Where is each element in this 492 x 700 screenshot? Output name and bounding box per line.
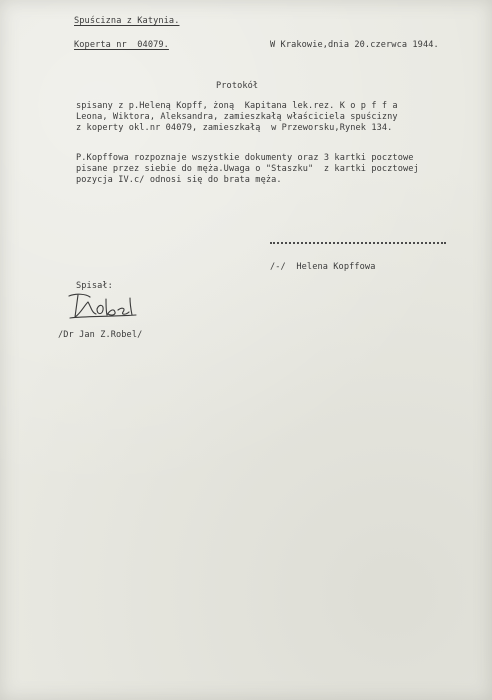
- envelope-number: Koperta nr 04079.: [74, 40, 169, 50]
- signatory-name: /-/ Helena Kopffowa: [270, 262, 376, 272]
- signature-dotted-line: [270, 242, 446, 244]
- place-and-date: W Krakowie,dnia 20.czerwca 1944.: [270, 40, 439, 50]
- paragraph2-line: pozycja IV.c/ odnosi się do brata męża.: [76, 175, 282, 185]
- paragraph1-line: spisany z p.Heleną Kopff, żoną Kapitana lek.rez. K o p f f a: [76, 101, 398, 111]
- recorder-name: /Dr Jan Z.Robel/: [58, 330, 143, 340]
- paragraph1-line: z koperty okl.nr 04079, zamieszkałą w Przeworsku,Rynek 134.: [76, 123, 393, 133]
- paragraph2-line: P.Kopffowa rozpoznaje wszystkie dokumenty oraz 3 kartki pocztowe: [76, 153, 414, 163]
- document-title: Protokół: [216, 81, 259, 91]
- paragraph2-line: pisane przez siebie do męża.Uwaga o "Staszku" z kartki pocztowej: [76, 164, 419, 174]
- handwritten-signature: [66, 290, 138, 322]
- collection-heading: Spuścizna z Katynia.: [74, 16, 180, 26]
- recorder-label: Spisał:: [76, 281, 113, 291]
- paragraph1-line: Leona, Wiktora, Aleksandra, zamieszkałą właściciela spuścizny: [76, 112, 398, 122]
